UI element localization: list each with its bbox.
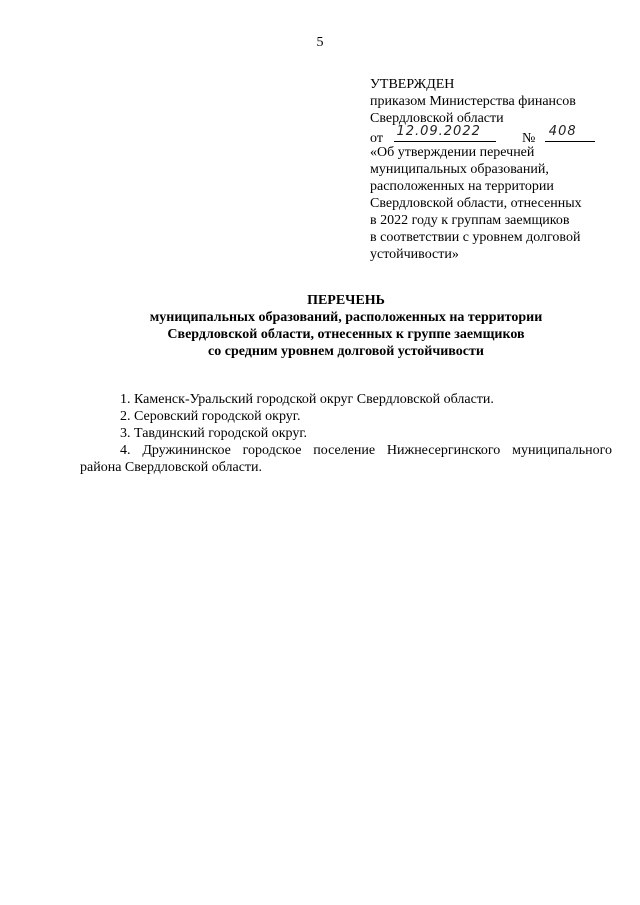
approval-line: муниципальных образований, [370, 162, 549, 177]
list-item: 2. Серовский городской округ. [120, 409, 301, 424]
approval-line: расположенных на территории [370, 179, 554, 194]
handwritten-date: 12.09.2022 [396, 124, 481, 139]
approval-line: в 2022 году к группам заемщиков [370, 213, 570, 228]
approval-date-line [370, 124, 620, 146]
approval-line: «Об утверждении перечней [370, 145, 535, 160]
number-field [545, 124, 595, 142]
approval-block [370, 76, 620, 263]
date-field [394, 124, 496, 142]
approval-heading: УТВЕРЖДЕН [370, 77, 455, 92]
list-item: 1. Каменск-Уральский городской округ Свердловской области. [120, 392, 494, 407]
approval-line: Свердловской области, отнесенных [370, 196, 582, 211]
approval-line: в соответствии с уровнем долговой [370, 230, 581, 245]
approval-line: устойчивости» [370, 247, 459, 262]
approval-line: Свердловской области [370, 111, 504, 126]
title-line: со средним уровнем долговой устойчивости [208, 344, 484, 359]
number-sign: № [521, 131, 536, 146]
document-title [80, 292, 612, 360]
municipality-list [80, 391, 612, 476]
date-prefix: от [370, 131, 383, 146]
handwritten-number: 408 [548, 124, 577, 139]
page-number: 5 [316, 35, 324, 50]
approval-line: приказом Министерства финансов [370, 94, 576, 109]
title-line: Свердловской области, отнесенных к группе заемщиков [167, 327, 525, 342]
title-line: муниципальных образований, расположенных на территории [149, 310, 543, 325]
list-item: 3. Тавдинский городской округ. [120, 426, 307, 441]
list-item: 4. Дружининское городское поселение Нижнесергинского муниципального района Свердловской области. [80, 443, 612, 475]
title-heading: ПЕРЕЧЕНЬ [307, 293, 385, 308]
